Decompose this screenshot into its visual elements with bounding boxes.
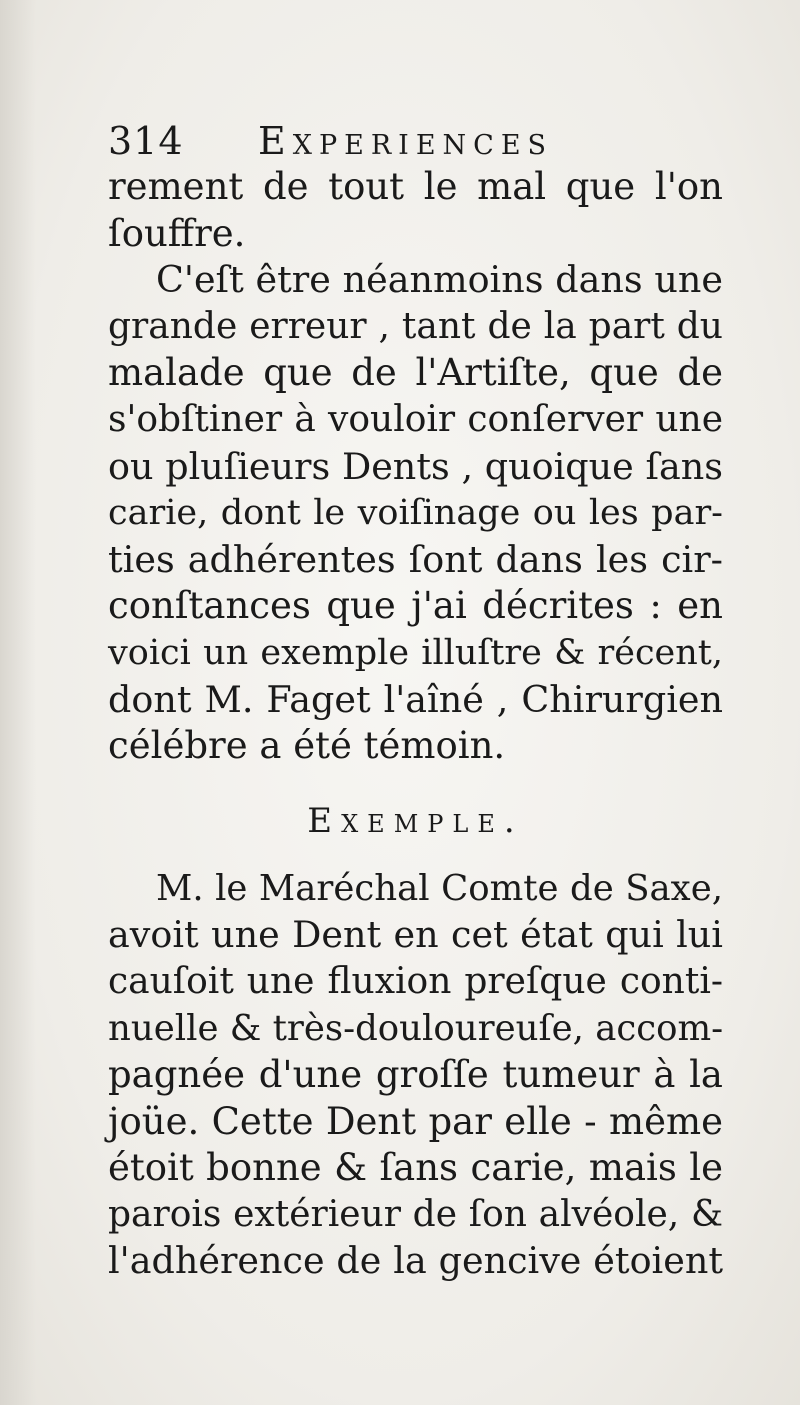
text-line: l'adhérence de la gencive étoient (108, 1239, 723, 1283)
text-line: cauſoit une fluxion preſque conti- (108, 960, 723, 1002)
text-block (108, 118, 723, 1285)
text-line: C'eſt être néanmoins dans une (156, 258, 723, 302)
text-line: conſtances que j'ai décrites : en (108, 584, 723, 628)
text-line: rement de tout le mal que l'on (108, 165, 723, 208)
paragraph-main (108, 257, 723, 770)
text-line: ties adhérentes ſont dans les cir- (108, 537, 723, 581)
text-line: carie, dont le voiſinage ou les par- (108, 493, 723, 534)
text-line: étoit bonne & ſans carie, mais le (108, 1146, 723, 1190)
text-line: dont M. Faget l'aîné , Chirurgien (108, 677, 723, 721)
text-line: pagnée d'une groſſe tumeur à la (108, 1053, 723, 1097)
text-line: M. le Maréchal Comte de Saxe, (156, 867, 723, 909)
spine-shadow (0, 0, 36, 1405)
running-title: Experiences (258, 119, 554, 163)
text-line: voici un exemple illuſtre & récent, (108, 632, 723, 673)
text-line: malade que de l'Artiſte, que de (108, 351, 723, 395)
paragraph-continuation (108, 164, 723, 257)
text-line: parois extérieur de ſon alvéole, & (108, 1193, 723, 1235)
running-head (108, 118, 723, 164)
page-number: 314 (108, 119, 184, 163)
section-heading: Exemple. (307, 800, 524, 841)
text-line: célébre a été témoin. (108, 724, 506, 768)
text-line: nuelle & très-douloureuſe, accom- (108, 1007, 724, 1049)
text-line: avoit une Dent en cet état qui lui (108, 913, 723, 957)
text-line: ou pluſieurs Dents , quoique ſans (108, 444, 723, 488)
text-line: grande erreur , tant de la part du (108, 305, 723, 347)
paragraph-example (108, 866, 723, 1285)
text-line: joüe. Cette Dent par elle - même (108, 1099, 723, 1143)
text-line: ſouffre. (108, 211, 246, 255)
text-line: s'obſtiner à vouloir conſerver une (108, 398, 723, 440)
